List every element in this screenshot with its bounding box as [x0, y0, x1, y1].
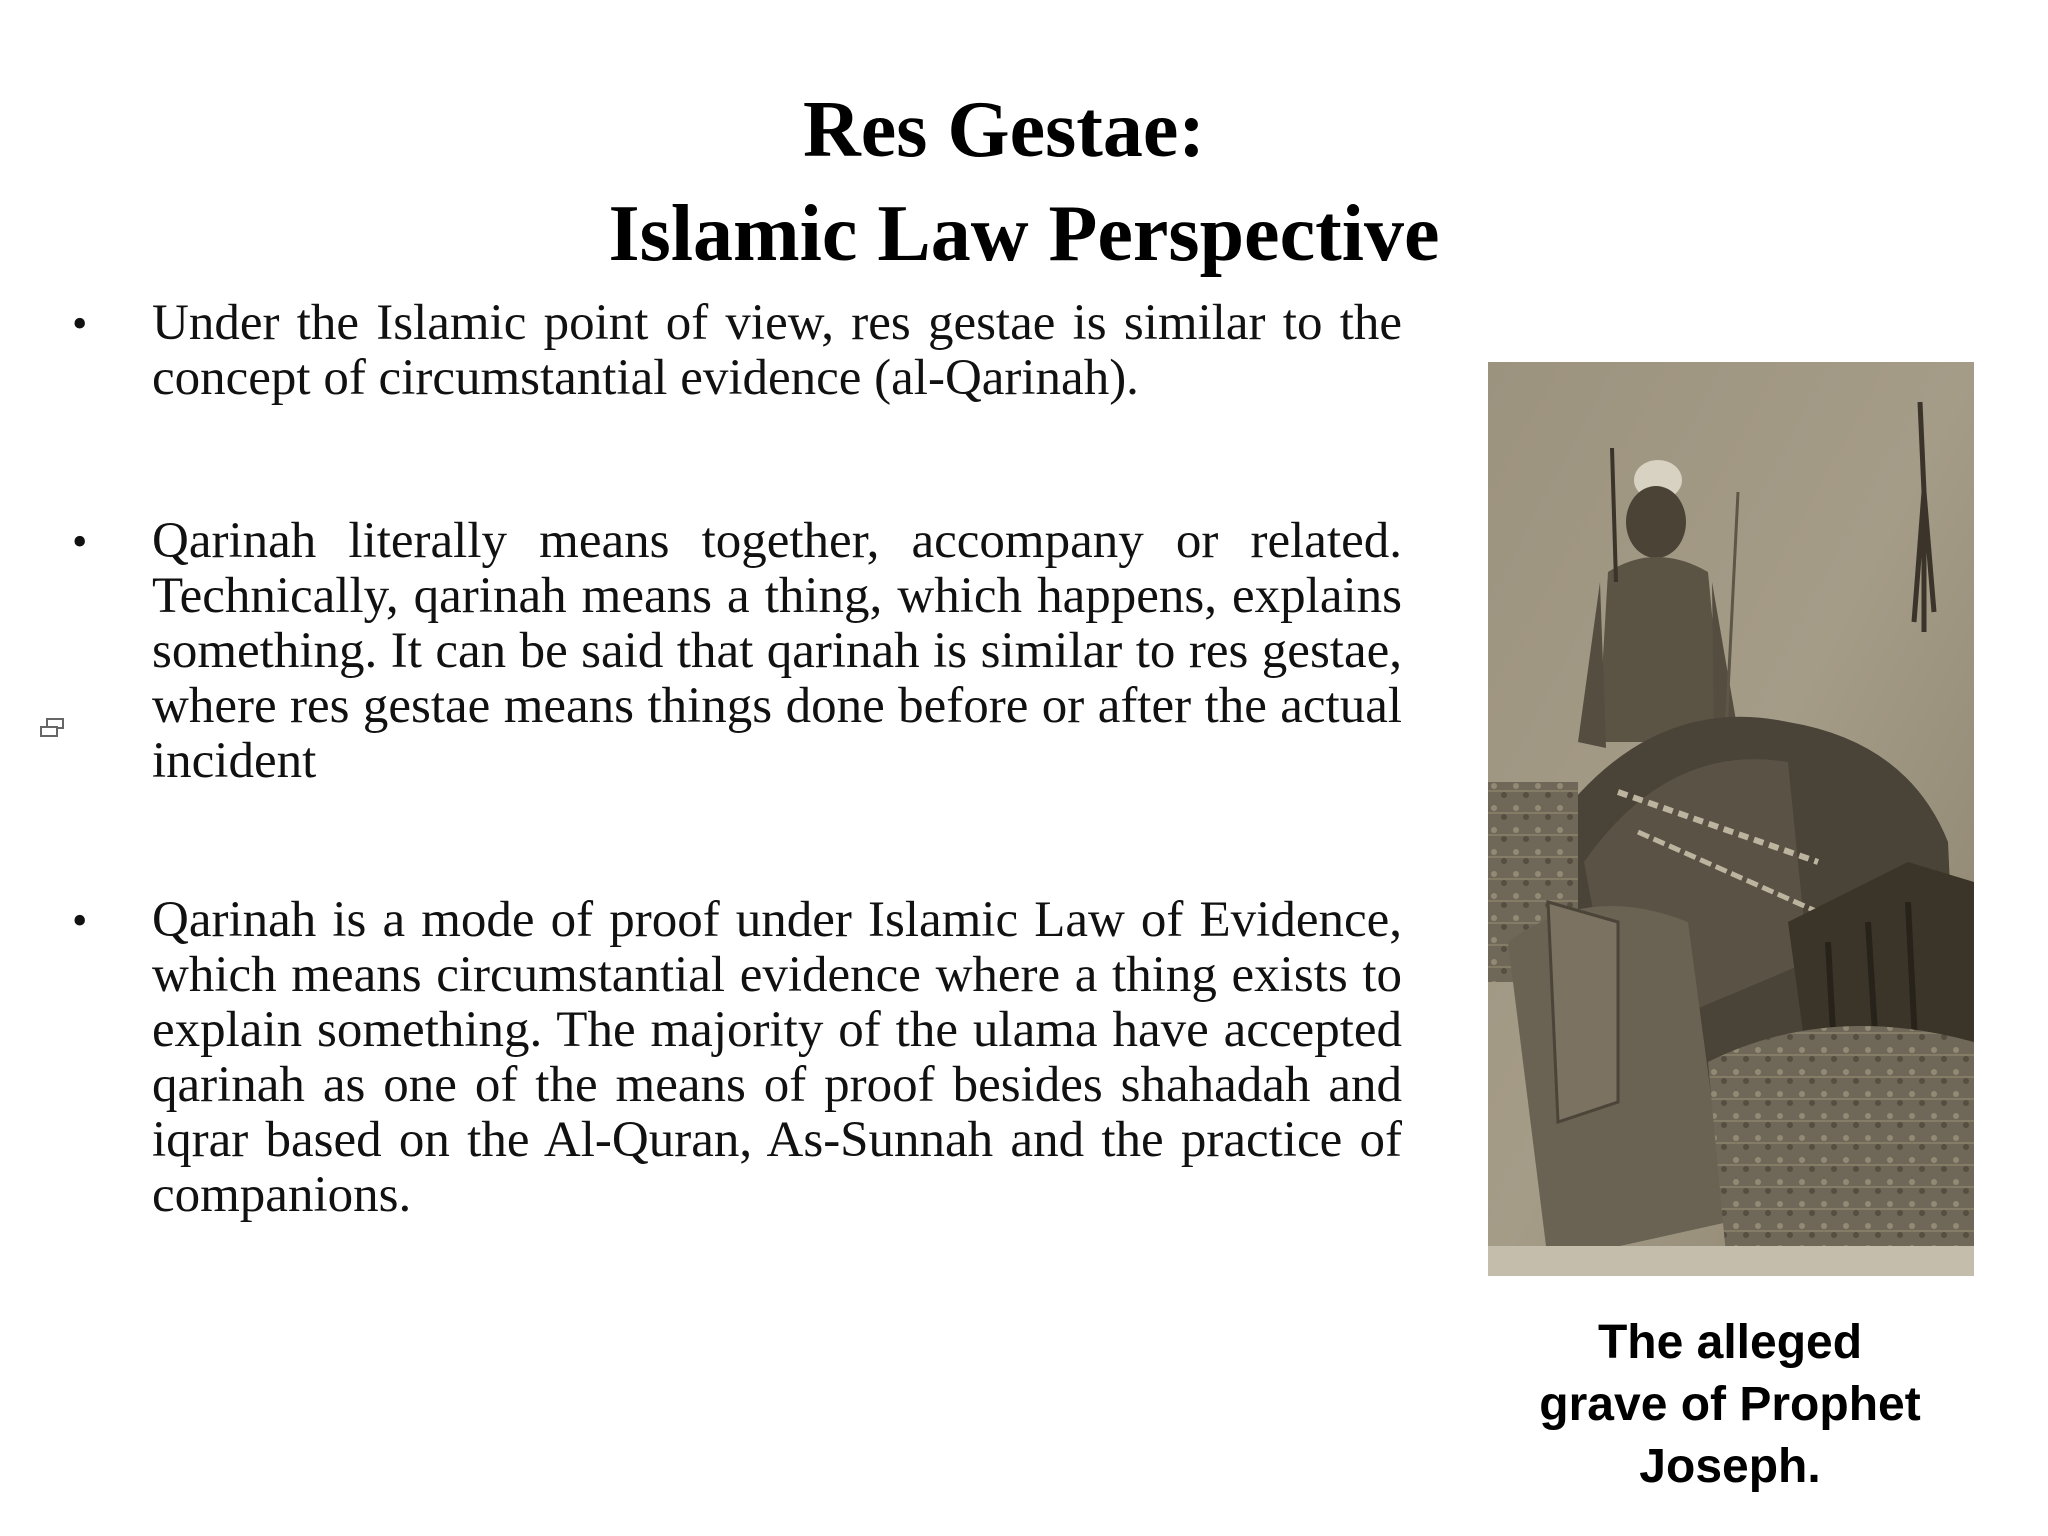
bullet-dot: •: [72, 517, 88, 566]
bullet-text: Qarinah is a mode of proof under Islamic Law of Evidence, which means circumstantial evidence where a thing exists to explain something. The majority of the ulama have accepted qarinah as one of the means of proof besides shahadah and iqrar based on the Al-Quran, As-Sunnah and the practice of companions.: [152, 892, 1402, 1223]
caption-line-3: Joseph.: [1639, 1440, 1821, 1493]
bullet-text: Under the Islamic point of view, res gestae is similar to the concept of circumstantial evidence (al-Qarinah).: [152, 295, 1402, 406]
bullet-list: [72, 296, 1402, 1223]
bullet-item: [72, 514, 1402, 789]
caption-line-2: grave of Prophet: [1539, 1378, 1921, 1431]
photograph-icon: [1488, 362, 1974, 1276]
slide-link-icon[interactable]: [38, 716, 66, 740]
bullet-dot: •: [72, 299, 88, 348]
slide-title: [0, 78, 2048, 286]
photo-caption: [1480, 1312, 1980, 1498]
bullet-dot: •: [72, 896, 88, 945]
title-line-1: Res Gestae:: [802, 86, 1206, 174]
caption-line-1: The alleged: [1597, 1316, 1863, 1369]
bullet-item: [72, 296, 1402, 406]
bullet-text: Qarinah literally means together, accompany or related. Technically, qarinah means a thing, which happens, explains something. It can be said that qarinah is similar to res gestae, where res gestae means things done before or after the actual incident: [152, 513, 1402, 789]
grave-photograph: [1488, 362, 1974, 1276]
bullet-item: [72, 893, 1402, 1223]
title-line-2: Islamic Law Perspective: [608, 190, 1440, 278]
